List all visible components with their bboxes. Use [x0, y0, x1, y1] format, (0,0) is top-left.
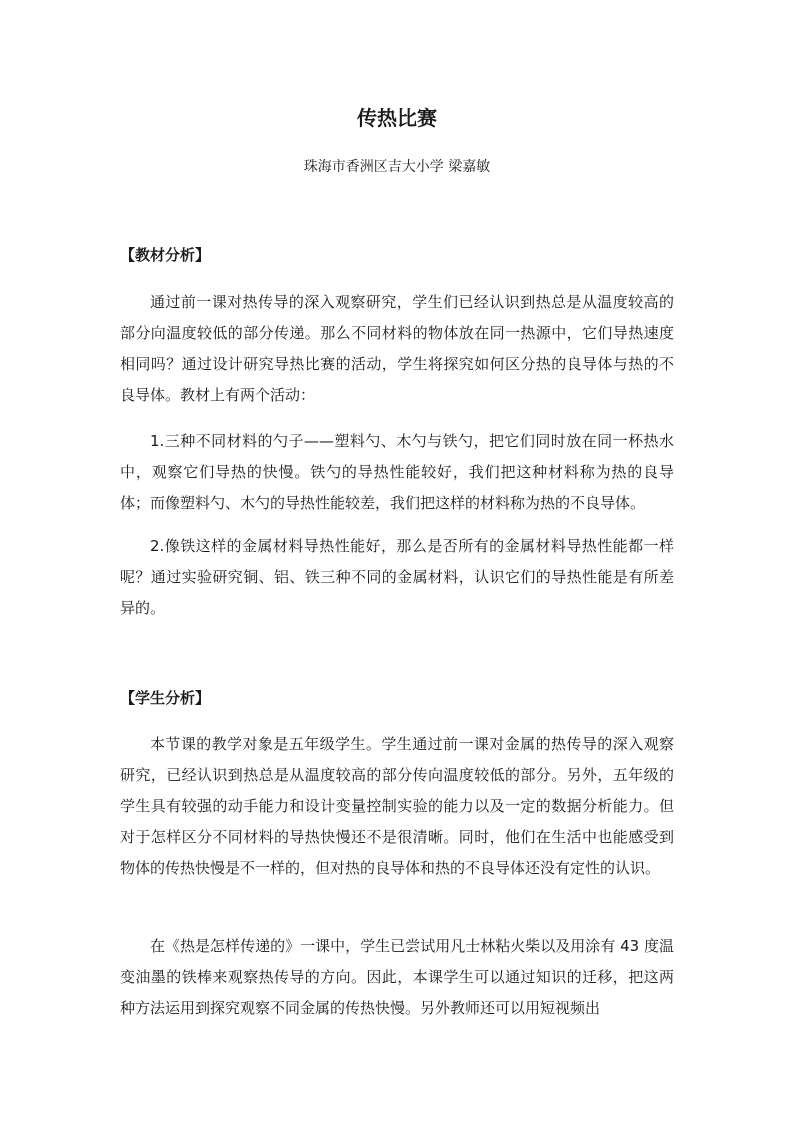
document-title: 传热比赛 [357, 106, 437, 130]
section-heading-student-analysis: 【学生分析】 [120, 689, 211, 707]
document-author: 珠海市香洲区吉大小学 梁嘉敏 [303, 159, 491, 175]
paragraph: 通过前一课对热传导的深入观察研究，学生们已经认识到热总是从温度较高的部分向温度较低的部分传递。那么不同材料的物体放在同一热源中，它们导热速度相同吗？通过设计研究导热比赛的活动，学生将探究如何区分热的良导体与热的不良导体。教材上有两个活动： [120, 293, 674, 404]
section-heading-textbook-analysis: 【教材分析】 [120, 246, 211, 264]
paragraph: 1.三种不同材料的勺子——塑料勺、木勺与铁勺，把它们同时放在同一杯热水中，观察它们导热的快慢。铁勺的导热性能较好，我们把这种材料称为热的良导体；而像塑料勺、木勺的导热性能较差，我们把这样的材料称为热的不良导体。 [120, 432, 674, 512]
paragraph: 本节课的教学对象是五年级学生。学生通过前一课对金属的热传导的深入观察研究，已经认识到热总是从温度较高的部分传向温度较低的部分。另外，五年级的学生具有较强的动手能力和设计变量控制实验的能力以及一定的数据分析能力。但对于怎样区分不同材料的导热快慢还不是很清晰。同时，他们在生活中也能感受到物体的传热快慢是不一样的，但对热的良导体和热的不良导体还没有定性的认识。 [120, 735, 674, 877]
paragraph: 2.像铁这样的金属材料导热性能好，那么是否所有的金属材料导热性能都一样呢？通过实验研究铜、铝、铁三种不同的金属材料，认识它们的导热性能是有所差异的。 [120, 537, 674, 617]
paragraph: 在《热是怎样传递的》一课中，学生已尝试用凡士林粘火柴以及用涂有 43 度温变油墨的铁棒来观察热传导的方向。因此，本课学生可以通过知识的迁移，把这两种方法运用到探究观察不同金属的传热快慢。另外教师还可以用短视频出 [120, 937, 674, 1017]
